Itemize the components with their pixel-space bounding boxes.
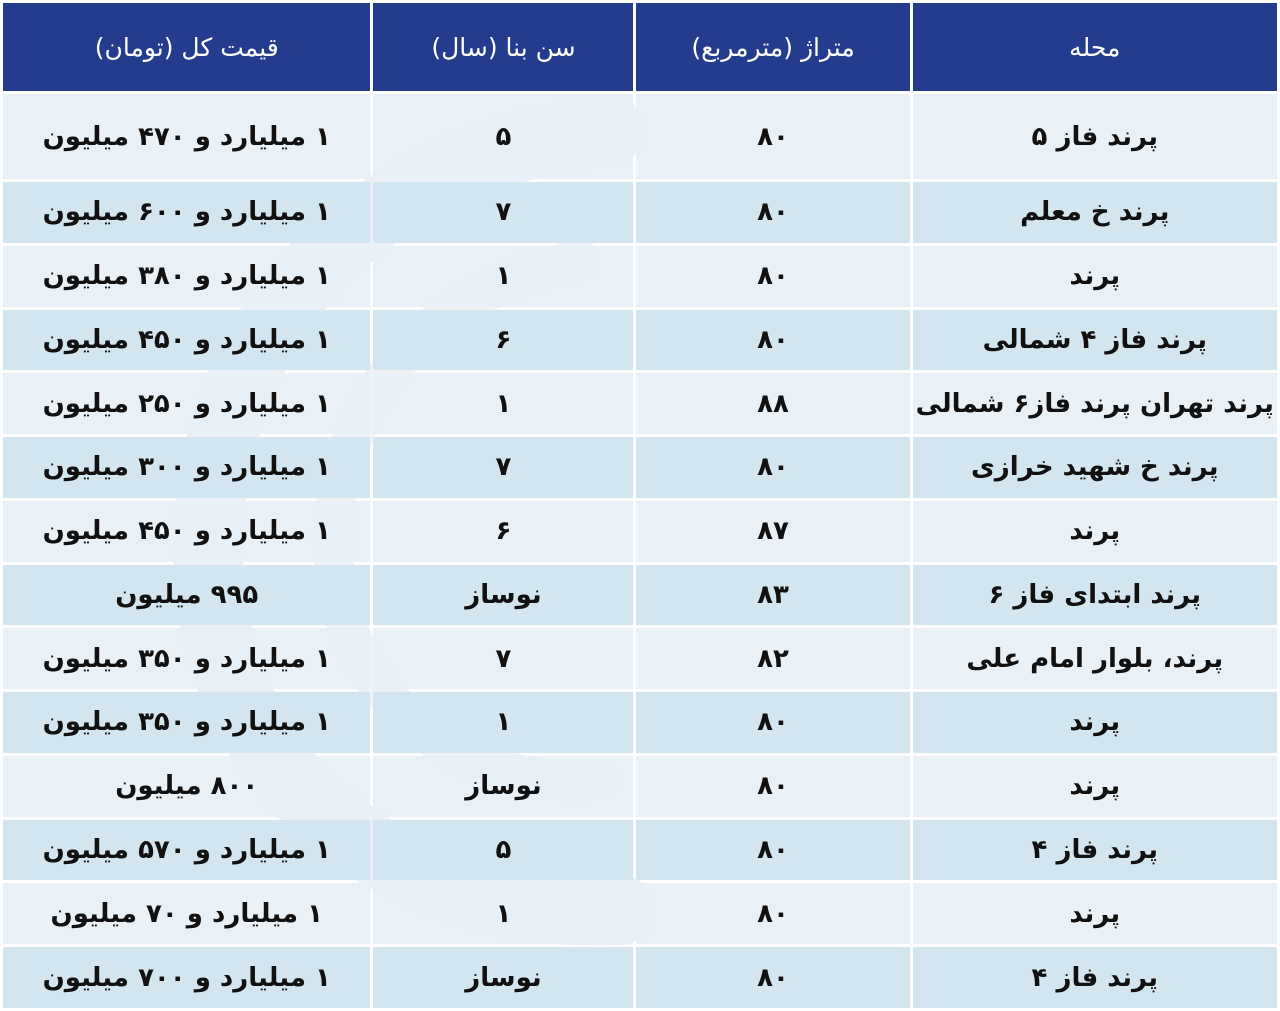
cell-area: ۸۰ [636, 182, 909, 243]
cell-area: ۸۰ [636, 246, 909, 307]
header-row [3, 3, 1277, 91]
cell-area: ۸۰ [636, 437, 909, 498]
cell-age: ۷ [373, 628, 633, 689]
cell-neighborhood: پرند فاز ۵ [913, 94, 1277, 179]
cell-price: ۱ میلیارد و ۷۰ میلیون [3, 883, 370, 944]
cell-area: ۸۰ [636, 883, 909, 944]
cell-age: نوساز [373, 947, 633, 1008]
cell-neighborhood: پرند فاز ۴ [913, 820, 1277, 881]
cell-price: ۸۰۰ میلیون [3, 756, 370, 817]
cell-age: ۱ [373, 373, 633, 434]
table-row [3, 94, 1277, 179]
header-price: قیمت کل (تومان) [3, 3, 370, 91]
table-row [3, 883, 1277, 944]
cell-price: ۹۹۵ میلیون [3, 565, 370, 626]
cell-neighborhood: پرند [913, 692, 1277, 753]
cell-price: ۱ میلیارد و ۳۸۰ میلیون [3, 246, 370, 307]
header-area: متراژ (مترمربع) [636, 3, 909, 91]
cell-area: ۸۰ [636, 94, 909, 179]
cell-age: ۱ [373, 246, 633, 307]
cell-neighborhood: پرند [913, 501, 1277, 562]
cell-area: ۸۷ [636, 501, 909, 562]
cell-neighborhood: پرند تهران پرند فاز۶ شمالی [913, 373, 1277, 434]
cell-area: ۸۰ [636, 310, 909, 371]
table-row [3, 692, 1277, 753]
cell-price: ۱ میلیارد و ۷۰۰ میلیون [3, 947, 370, 1008]
cell-area: ۸۳ [636, 565, 909, 626]
cell-price: ۱ میلیارد و ۳۰۰ میلیون [3, 437, 370, 498]
cell-age: ۷ [373, 182, 633, 243]
cell-neighborhood: پرند خ معلم [913, 182, 1277, 243]
cell-age: ۷ [373, 437, 633, 498]
cell-neighborhood: پرند [913, 756, 1277, 817]
cell-price: ۱ میلیارد و ۲۵۰ میلیون [3, 373, 370, 434]
cell-area: ۸۸ [636, 373, 909, 434]
table-row [3, 628, 1277, 689]
table-row [3, 373, 1277, 434]
header-neighborhood: محله [913, 3, 1277, 91]
cell-price: ۱ میلیارد و ۴۷۰ میلیون [3, 94, 370, 179]
cell-neighborhood: پرند فاز ۴ شمالی [913, 310, 1277, 371]
table-row [3, 310, 1277, 371]
cell-area: ۸۰ [636, 756, 909, 817]
cell-age: نوساز [373, 756, 633, 817]
table-row [3, 501, 1277, 562]
cell-age: ۱ [373, 692, 633, 753]
cell-age: نوساز [373, 565, 633, 626]
cell-price: ۱ میلیارد و ۶۰۰ میلیون [3, 182, 370, 243]
cell-age: ۵ [373, 94, 633, 179]
cell-age: ۶ [373, 501, 633, 562]
table-row [3, 437, 1277, 498]
cell-area: ۸۰ [636, 692, 909, 753]
cell-neighborhood: پرند، بلوار امام علی [913, 628, 1277, 689]
cell-neighborhood: پرند [913, 883, 1277, 944]
cell-neighborhood: پرند ابتدای فاز ۶ [913, 565, 1277, 626]
cell-age: ۵ [373, 820, 633, 881]
cell-neighborhood: پرند [913, 246, 1277, 307]
cell-area: ۸۲ [636, 628, 909, 689]
cell-price: ۱ میلیارد و ۴۵۰ میلیون [3, 310, 370, 371]
cell-neighborhood: پرند فاز ۴ [913, 947, 1277, 1008]
table-row [3, 182, 1277, 243]
cell-age: ۱ [373, 883, 633, 944]
cell-area: ۸۰ [636, 820, 909, 881]
table-row [3, 947, 1277, 1008]
table-row [3, 756, 1277, 817]
cell-price: ۱ میلیارد و ۴۵۰ میلیون [3, 501, 370, 562]
cell-age: ۶ [373, 310, 633, 371]
cell-price: ۱ میلیارد و ۳۵۰ میلیون [3, 692, 370, 753]
cell-neighborhood: پرند خ شهید خرازی [913, 437, 1277, 498]
table-row [3, 246, 1277, 307]
cell-price: ۱ میلیارد و ۳۵۰ میلیون [3, 628, 370, 689]
cell-area: ۸۰ [636, 947, 909, 1008]
cell-price: ۱ میلیارد و ۵۷۰ میلیون [3, 820, 370, 881]
table-row [3, 820, 1277, 881]
table-row [3, 565, 1277, 626]
header-age: سن بنا (سال) [373, 3, 633, 91]
